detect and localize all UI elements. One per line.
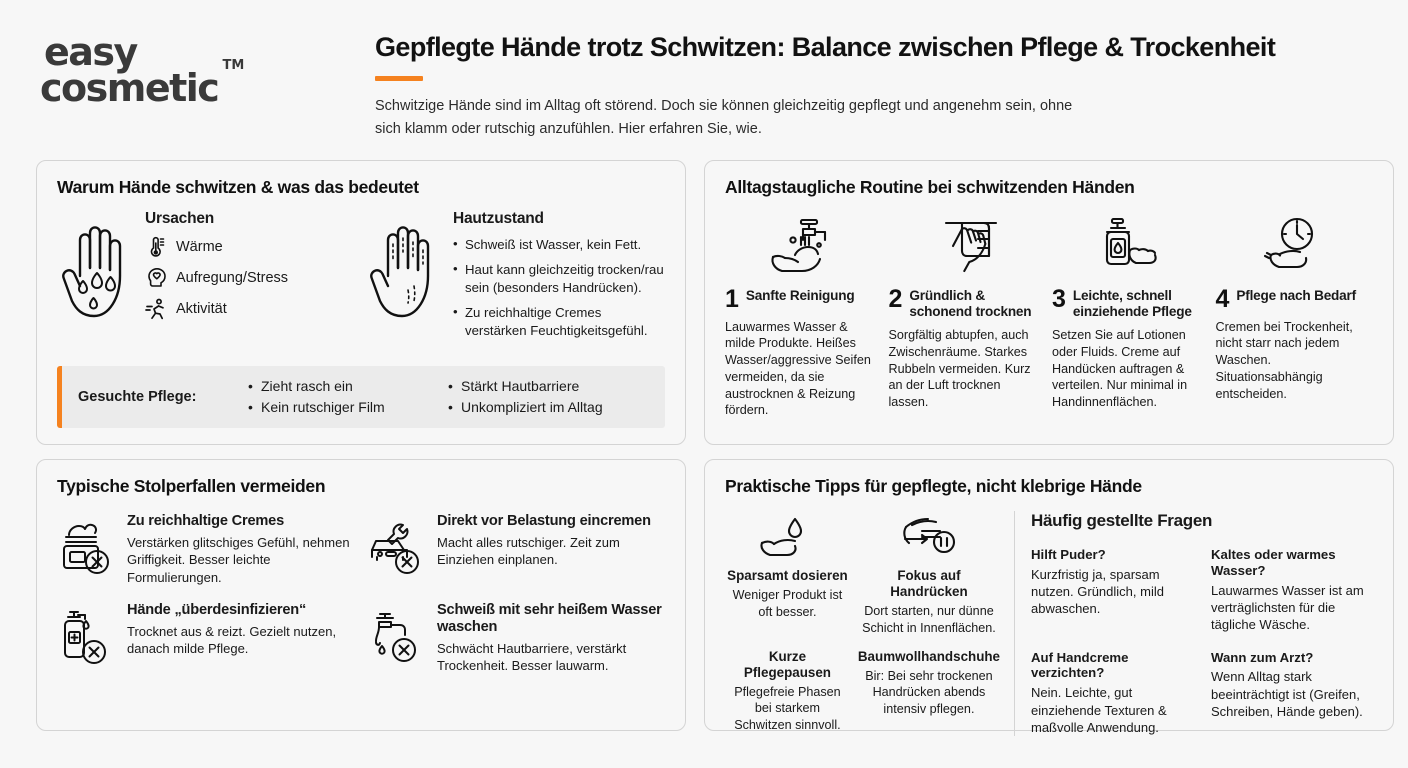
page-title: Gepflegte Hände trotz Schwitzen: Balance zwischen Pflege & Trockenheit	[375, 32, 1276, 62]
card-practical-tips	[704, 459, 1394, 735]
cause-label: Aktivität	[176, 301, 227, 317]
tip-item	[858, 511, 1000, 639]
handwash-tap-icon	[725, 214, 877, 280]
faq-grid	[1031, 547, 1373, 736]
car-wrench-cross-icon	[367, 513, 425, 586]
faq-question: Hilft Puder?	[1031, 547, 1106, 562]
step-description: Sorgfältig abtupfen, auch Zwischenräume. Starkes Rubbeln vermeiden. Kurz an der Luft trocknen lassen.	[888, 328, 1031, 409]
faq-answer: Nein. Leichte, gut einziehende Texturen & maßvolle Anwendung.	[1031, 685, 1167, 735]
faq-answer: Lauwarmes Wasser ist am verträglichsten für die tägliche Wäsche.	[1211, 582, 1364, 633]
card1-title: Warum Hände schwitzen & was das bedeutet	[57, 177, 419, 197]
faq-answer: Kurzfristig ja, sparsam nutzen. Gründlich, mild abwaschen.	[1031, 566, 1164, 617]
card3-title: Typische Stolperfallen vermeiden	[57, 476, 326, 496]
list-item: • Haut kann gleichzeitig trocken/rau sein (besonders Handrücken).	[453, 261, 665, 296]
faq-question: Auf Handcreme verzichten?	[1031, 649, 1129, 681]
tip-description: Pflegefreie Phasen bei starkem Schwitzen sinnvoll.	[734, 684, 841, 733]
thermometer-icon	[145, 236, 167, 258]
card-daily-routine	[704, 160, 1394, 445]
cause-label: Wärme	[176, 239, 223, 255]
cause-item-stress	[145, 267, 357, 289]
sought-care-column-a	[248, 376, 428, 418]
running-person-icon	[145, 298, 167, 320]
pitfall-item	[367, 513, 665, 586]
cream-jar-cross-icon	[57, 513, 115, 586]
page-subtitle: Schwitzige Hände sind im Alltag oft störend. Doch sie können gleichzeitig gepflegt und angenehm sein, ohne sich klamm oder rutschig anzufühlen. Hier erfahren Sie, wie.	[375, 98, 1073, 137]
head-heart-icon	[145, 267, 167, 289]
brand-logo	[40, 26, 375, 111]
pitfall-items	[57, 507, 665, 674]
cause-item-warmth	[145, 236, 357, 258]
routine-step	[1216, 214, 1374, 419]
tips-column	[725, 511, 1015, 736]
list-item: • Zieht rasch ein	[248, 376, 428, 397]
pitfall-description: Verstärken glitschiges Gefühl, nehmen Griffigkeit. Besser leichte Formulierungen.	[127, 535, 350, 585]
accent-rule	[375, 76, 423, 81]
card1-skin-column	[365, 208, 665, 347]
faq-item	[1211, 650, 1373, 737]
sought-care-highlight	[57, 366, 665, 428]
pitfall-title: Direkt vor Belastung eincremen	[437, 513, 651, 529]
tip-title: Sparsamt dosieren	[727, 568, 848, 583]
list-item: • Stärkt Hautbarriere	[448, 376, 628, 397]
pitfall-item	[57, 602, 355, 675]
step-description: Cremen bei Trockenheit, nicht starr nach jedem Waschen. Situationsabhängig entscheiden.	[1215, 319, 1353, 401]
sought-care-column-b	[448, 376, 628, 418]
faq-answer: Wenn Alltag stark beeinträchtigt ist (Greifen, Schreiben, Hände geben).	[1211, 669, 1363, 719]
pitfall-item	[57, 513, 355, 586]
step-number: 3	[1052, 285, 1066, 313]
card1-causes-column	[57, 208, 357, 347]
pitfall-title: Zu reichhaltige Cremes	[127, 513, 284, 529]
routine-step	[1052, 214, 1210, 419]
tip-item	[725, 511, 850, 639]
faq-item	[1211, 547, 1373, 634]
step-title: Gründlich & schonend trocknen	[909, 288, 1032, 320]
hand-with-droplets-icon	[57, 208, 135, 347]
sought-care-label: Gesuchte Pflege:	[78, 389, 197, 405]
tip-title: Fokus auf Handrücken	[890, 568, 968, 600]
pitfall-description: Schwächt Hautbarriere, verstärkt Trockenheit. Besser lauwarm.	[437, 641, 627, 674]
brand-logo-line2: cosmetic	[40, 66, 219, 111]
step-title: Leichte, schnell einziehende Pflege	[1072, 288, 1192, 320]
tip-title: Kurze Pflegepausen	[743, 648, 831, 680]
tip-description: Bir: Bei sehr trockenen Handrücken abends intensiv pflegen.	[865, 668, 993, 717]
pitfall-item	[367, 602, 665, 675]
skin-heading: Hautzustand	[453, 210, 544, 227]
step-title: Sanfte Reinigung	[745, 288, 855, 303]
list-item: • Zu reichhaltige Cremes verstärken Feuchtigkeitsgefühl.	[453, 304, 665, 339]
header-text-block	[375, 26, 1368, 140]
list-item: • Schweiß ist Wasser, kein Fett.	[453, 236, 665, 253]
step-description: Lauwarmes Wasser & milde Produkte. Heißes Wasser/aggressive Seifen vermeiden, da sie austrocknen & Reizung fördern.	[725, 319, 871, 418]
card-pitfalls	[36, 459, 686, 731]
faq-question: Wann zum Arzt?	[1211, 649, 1314, 665]
step-number: 1	[725, 285, 739, 313]
pitfall-description: Trocknet aus & reizt. Gezielt nutzen, danach milde Pflege.	[127, 623, 337, 657]
drop-hand-icon	[725, 511, 850, 563]
cause-item-activity	[145, 298, 357, 320]
faq-section	[1031, 511, 1373, 736]
routine-step	[889, 214, 1047, 419]
routine-step	[725, 214, 883, 419]
lotion-pump-hand-icon	[1052, 214, 1204, 280]
cause-label: Aufregung/Stress	[176, 270, 289, 286]
faq-question: Kaltes oder warmes Wasser?	[1211, 547, 1336, 578]
step-number: 4	[1215, 285, 1230, 313]
hand-towel-icon	[889, 214, 1041, 280]
faq-item	[1031, 650, 1193, 737]
hot-tap-cross-icon	[367, 602, 425, 675]
card2-title: Alltagstaugliche Routine bei schwitzenden Händen	[725, 177, 1135, 197]
pitfall-description: Macht alles rutschiger. Zeit zum Einziehen einplanen.	[437, 535, 620, 568]
list-item: • Kein rutschiger Film	[248, 397, 428, 418]
sanitizer-cross-icon	[57, 602, 115, 675]
faq-heading: Häufig gestellte Fragen	[1031, 511, 1213, 530]
step-description: Setzen Sie auf Lotionen oder Fluids. Creme auf Handücken auftragen & verteilen. Nur minimal in Handinnenflächen.	[1052, 328, 1188, 409]
tip-description: Weniger Produkt ist oft besser.	[732, 588, 843, 619]
header	[0, 0, 1408, 160]
faq-item	[1031, 547, 1193, 634]
tip-description: Dort starten, nur dünne Schicht in Innenflächen.	[862, 604, 996, 635]
hand-dry-skin-icon	[365, 208, 443, 347]
trademark-symbol: TM	[222, 58, 245, 73]
skin-bullet-list	[453, 236, 665, 339]
causes-heading: Ursachen	[145, 210, 215, 227]
tip-item	[858, 649, 1000, 736]
pitfall-title: Hände „überdesinfizieren“	[127, 601, 307, 618]
step-number: 2	[888, 285, 903, 313]
hand-back-focus-icon	[858, 511, 1000, 563]
clock-hand-icon	[1216, 214, 1368, 280]
cards-grid	[0, 160, 1408, 735]
pitfall-title: Schweiß mit sehr heißem Wasser waschen	[437, 601, 662, 635]
tip-item	[725, 649, 850, 736]
list-item: • Unkompliziert im Alltag	[448, 397, 628, 418]
tip-title: Baumwollhandschuhe	[857, 648, 1000, 664]
step-title: Pflege nach Bedarf	[1236, 288, 1356, 303]
routine-steps	[725, 208, 1373, 419]
card-why-hands-sweat	[36, 160, 686, 445]
card4-title: Praktische Tipps für gepflegte, nicht klebrige Hände	[725, 476, 1142, 496]
brand-logo-line1: easy	[44, 30, 137, 74]
